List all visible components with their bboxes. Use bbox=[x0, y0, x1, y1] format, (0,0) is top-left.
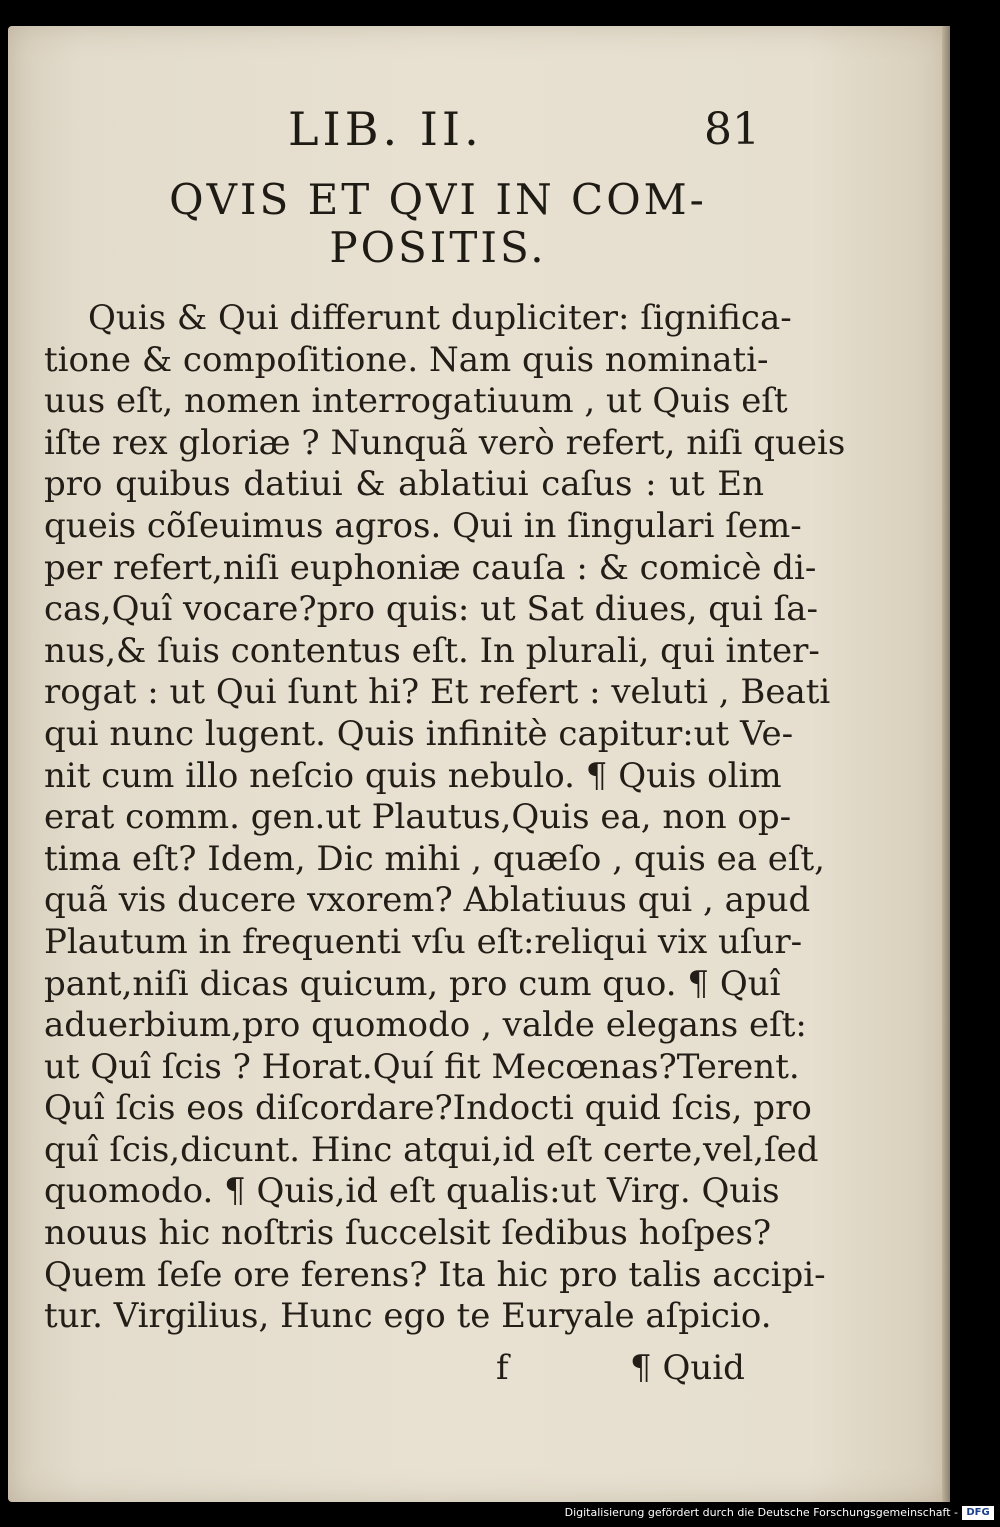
text-line: per refert,niſi euphoniæ cauſa : & comicè di- bbox=[44, 547, 817, 588]
page-footer bbox=[8, 1348, 950, 1398]
text-line: rogat : ut Qui ſunt hi? Et refert : veluti , Beati bbox=[44, 672, 831, 713]
text-line: qui nunc lugent. Quis infinitè capitur:ut Ve- bbox=[44, 713, 794, 754]
text-line: erat comm. gen.ut Plautus,Quis ea, non op- bbox=[44, 797, 792, 838]
chapter-title bbox=[88, 176, 788, 272]
text-line: quomodo. ¶ Quis,id eſt qualis:ut Virg. Quis bbox=[44, 1171, 780, 1212]
text-line: tima eſt? Idem, Dic mihi , quæſo , quis ea eſt, bbox=[44, 838, 825, 879]
chapter-title-line: POSITIS. bbox=[329, 223, 547, 272]
text-line: Quî ſcis eos diſcordare?Indocti quid ſcis, pro bbox=[44, 1088, 812, 1129]
text-line: Quem ſeſe ore ferens? Ita hic pro talis accipi- bbox=[44, 1254, 826, 1295]
text-line: tur. Virgilius, Hunc ego te Euryale aſpicio. bbox=[44, 1296, 772, 1337]
page-edge bbox=[942, 26, 950, 1502]
text-line: iſte rex gloriæ ? Nunquã verò refert, niſi queis bbox=[44, 422, 846, 463]
text-line: ut Quî ſcis ? Horat.Quí fit Mecœnas?Terent. bbox=[44, 1046, 800, 1087]
text-line: nus,& ſuis contentus eſt. In plurali, qui inter- bbox=[44, 630, 820, 671]
body-text bbox=[44, 298, 846, 1338]
page-number: 81 bbox=[704, 104, 760, 155]
text-line: quî ſcis,dicunt. Hinc atqui,id eſt certe,vel,ſed bbox=[44, 1129, 819, 1170]
running-head: LIB. II. bbox=[288, 102, 483, 156]
text-line: Plautum in frequenti vſu eſt:reliqui vix uſur- bbox=[44, 921, 803, 962]
text-line: tione & compoſitione. Nam quis nominati- bbox=[44, 339, 769, 380]
chapter-title-line: QVIS ET QVI IN COM- bbox=[169, 175, 707, 224]
text-line: uus eſt, nomen interrogatiuum , ut Quis eſt bbox=[44, 381, 788, 422]
text-line: pro quibus datiui & ablatiui caſus : ut En bbox=[44, 464, 764, 505]
text-line: Quis & Qui differunt dupliciter: ſignifica- bbox=[88, 298, 792, 338]
page-header bbox=[8, 102, 950, 172]
text-line: queis cõſeuimus agros. Qui in ſingulari ſem- bbox=[44, 505, 802, 546]
text-line: quã vis ducere vxorem? Ablatiuus qui , apud bbox=[44, 880, 811, 921]
signature-mark: f bbox=[496, 1348, 509, 1388]
catchword: ¶ Quid bbox=[630, 1348, 745, 1388]
text-line: pant,niſi dicas quicum, pro cum quo. ¶ Quî bbox=[44, 963, 781, 1004]
digitization-credit: Digitalisierung gefördert durch die Deutsche Forschungsgemeinschaft - bbox=[564, 1506, 958, 1519]
text-line: cas,Quî vocare?pro quis: ut Sat diues, qui ſa- bbox=[44, 589, 818, 630]
book-page bbox=[8, 26, 950, 1502]
text-line: aduerbium,pro quomodo , valde elegans eſt: bbox=[44, 1005, 807, 1046]
text-line: nouus hic noſtris ſuccelsit ſedibus hoſpes? bbox=[44, 1213, 772, 1254]
dfg-logo: DFG bbox=[962, 1506, 994, 1520]
text-line: nit cum illo neſcio quis nebulo. ¶ Quis olim bbox=[44, 755, 782, 796]
